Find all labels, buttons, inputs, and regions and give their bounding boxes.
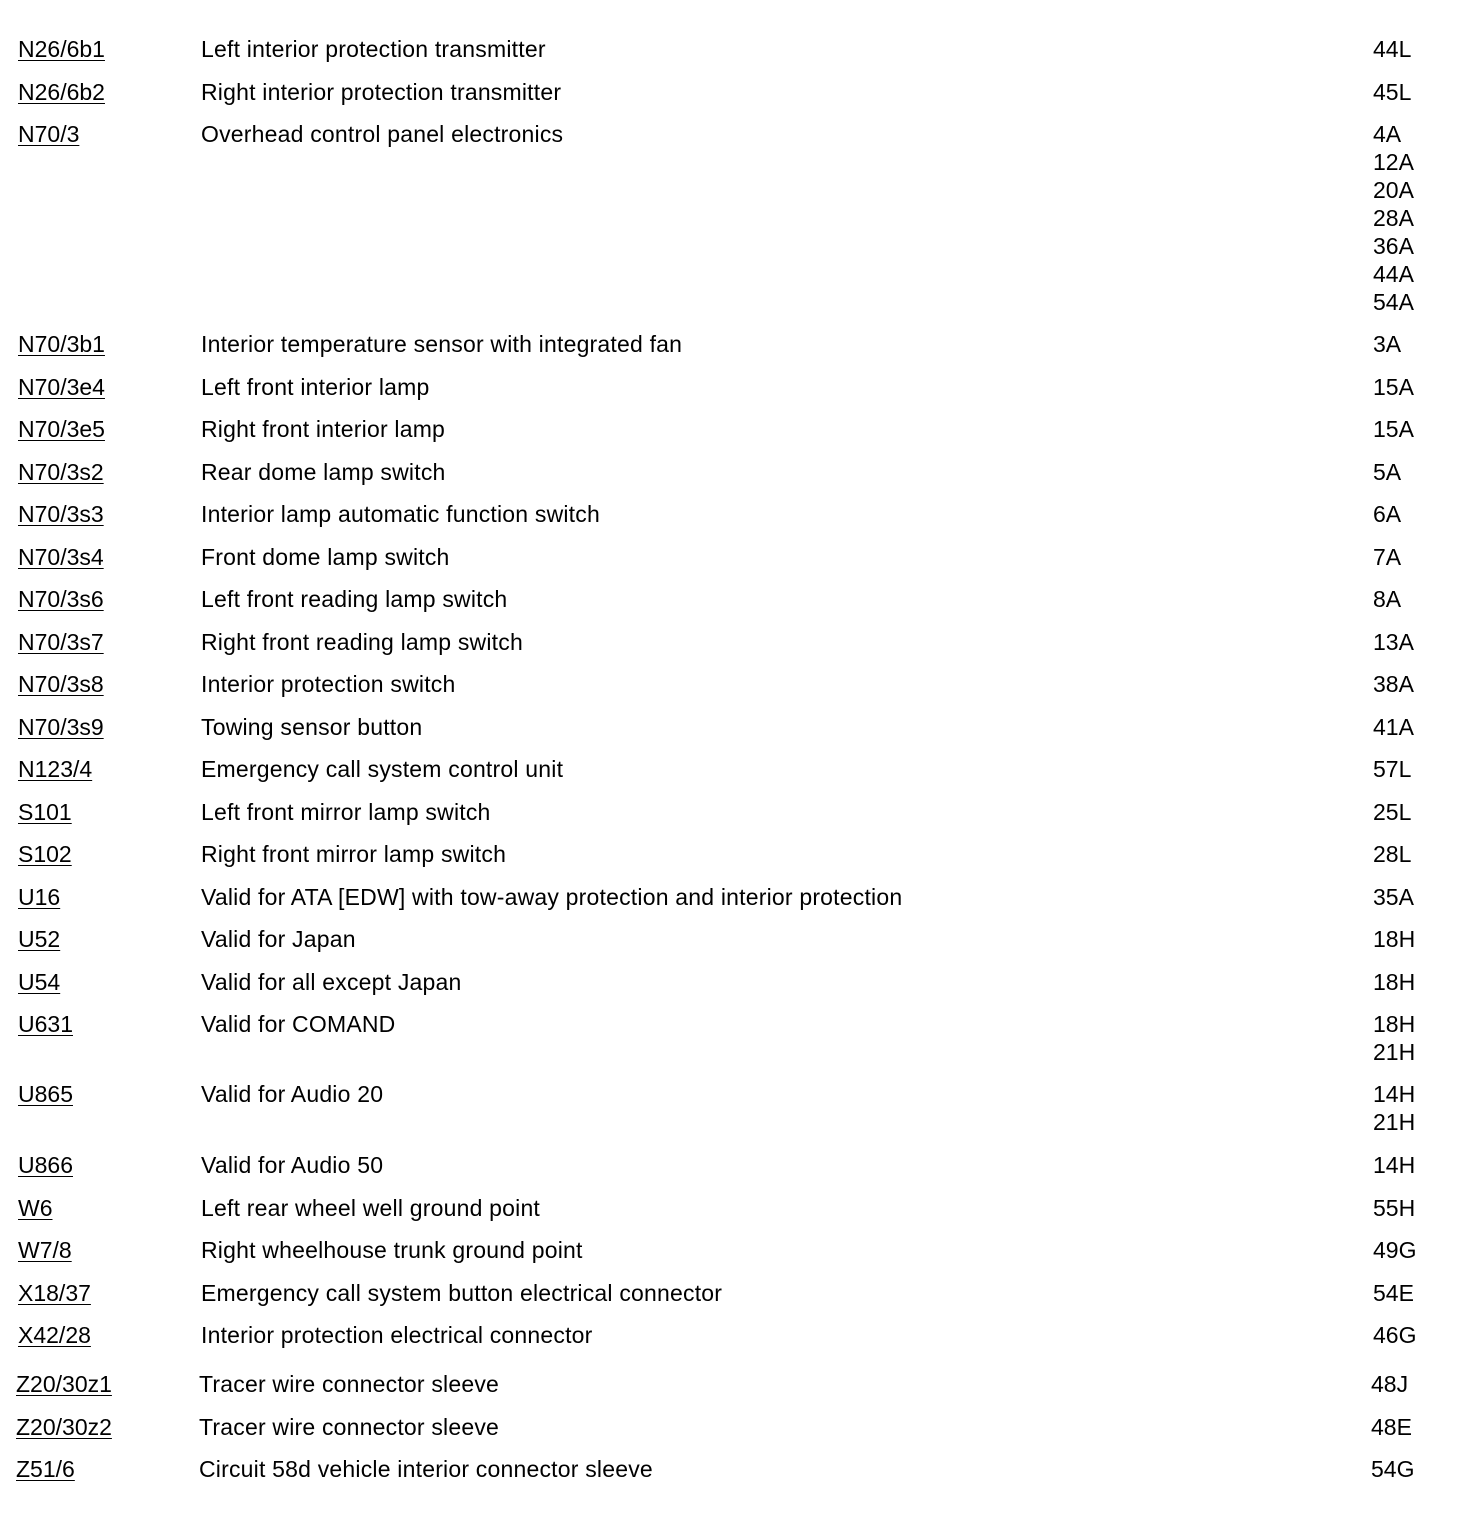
grid-location-list [1373, 713, 1414, 741]
grid-location: 25L [1373, 799, 1412, 825]
grid-location-list [1373, 840, 1411, 868]
component-code-link[interactable]: N70/3s4 [18, 544, 104, 570]
component-code-link[interactable]: N70/3s9 [18, 714, 104, 740]
grid-location: 44L [1373, 36, 1412, 62]
component-description: Valid for all except Japan [201, 969, 462, 995]
grid-location: 55H [1373, 1195, 1416, 1221]
component-code-link[interactable]: N26/6b2 [18, 79, 105, 105]
component-code-link[interactable]: N123/4 [18, 756, 93, 782]
grid-location: 5A [1373, 459, 1402, 485]
component-code-link[interactable]: W6 [18, 1195, 53, 1221]
component-code-link[interactable]: N70/3s6 [18, 586, 104, 612]
grid-location-list [1373, 1321, 1416, 1349]
grid-location: 18H [1373, 1011, 1416, 1037]
component-description: Interior lamp automatic function switch [201, 501, 600, 527]
component-description: Interior protection electrical connector [201, 1322, 593, 1348]
component-code-link[interactable]: W7/8 [18, 1237, 72, 1263]
grid-location: 35A [1373, 884, 1414, 910]
component-description: Circuit 58d vehicle interior connector sleeve [199, 1456, 653, 1482]
grid-location-list [1373, 1194, 1415, 1222]
component-description: Overhead control panel electronics [201, 121, 564, 147]
grid-location-list [1373, 883, 1414, 911]
component-code-link[interactable]: N70/3e5 [18, 416, 105, 442]
grid-location: 3A [1373, 331, 1402, 357]
grid-location-list [1373, 330, 1401, 358]
component-code-link[interactable]: N70/3s8 [18, 671, 104, 697]
component-description: Tracer wire connector sleeve [199, 1371, 500, 1397]
grid-location-list [1373, 35, 1411, 63]
grid-location: 41A [1373, 714, 1414, 740]
component-code-link[interactable]: N26/6b1 [18, 36, 105, 62]
grid-location-list [1373, 585, 1401, 613]
grid-location-list [1373, 925, 1415, 953]
component-code-link[interactable]: N70/3 [18, 121, 80, 147]
component-description: Left interior protection transmitter [201, 36, 546, 62]
grid-location-list [1373, 798, 1411, 826]
component-code-link[interactable]: Z51/6 [16, 1456, 75, 1482]
component-description: Valid for ATA [EDW] with tow-away protection and interior protection [201, 884, 903, 910]
component-description: Valid for COMAND [201, 1011, 396, 1037]
grid-location-list [1373, 458, 1401, 486]
component-description: Tracer wire connector sleeve [199, 1414, 500, 1440]
component-code-link[interactable]: N70/3b1 [18, 331, 105, 357]
component-description: Right wheelhouse trunk ground point [201, 1237, 583, 1263]
grid-location-list [1373, 1080, 1415, 1136]
grid-location-list [1373, 120, 1414, 316]
grid-location-list [1371, 1455, 1414, 1483]
grid-location-list [1373, 670, 1414, 698]
grid-location-list [1373, 1236, 1416, 1264]
component-code-link[interactable]: S101 [18, 799, 72, 825]
component-code-link[interactable]: U631 [18, 1011, 73, 1037]
grid-location: 49G [1373, 1237, 1417, 1263]
component-code-link[interactable]: U865 [18, 1081, 73, 1107]
grid-location: 14H [1373, 1081, 1416, 1107]
grid-location: 36A [1373, 233, 1414, 259]
grid-location-list [1373, 543, 1401, 571]
component-code-link[interactable]: N70/3s3 [18, 501, 104, 527]
grid-location: 13A [1373, 629, 1414, 655]
grid-location-list [1373, 500, 1401, 528]
component-code-link[interactable]: U16 [18, 884, 61, 910]
component-code-link[interactable]: N70/3e4 [18, 374, 105, 400]
component-description: Valid for Audio 50 [201, 1152, 384, 1178]
component-code-link[interactable]: S102 [18, 841, 72, 867]
component-description: Front dome lamp switch [201, 544, 450, 570]
component-code-link[interactable]: U54 [18, 969, 61, 995]
grid-location-list [1373, 1279, 1414, 1307]
grid-location: 18H [1373, 926, 1416, 952]
grid-location: 45L [1373, 79, 1412, 105]
grid-location-list [1373, 628, 1414, 656]
grid-location: 57L [1373, 756, 1412, 782]
component-description: Towing sensor button [201, 714, 423, 740]
grid-location: 18H [1373, 969, 1416, 995]
component-description: Emergency call system control unit [201, 756, 564, 782]
component-code-link[interactable]: X18/37 [18, 1280, 91, 1306]
component-description: Left front reading lamp switch [201, 586, 508, 612]
grid-location-list [1371, 1413, 1412, 1441]
component-code-link[interactable]: X42/28 [18, 1322, 91, 1348]
component-code-link[interactable]: U52 [18, 926, 61, 952]
grid-location-list [1373, 373, 1414, 401]
grid-location: 44A [1373, 261, 1414, 287]
grid-location-list [1373, 1010, 1415, 1066]
grid-location: 6A [1373, 501, 1402, 527]
grid-location: 46G [1373, 1322, 1417, 1348]
component-description: Valid for Japan [201, 926, 356, 952]
grid-location: 4A [1373, 121, 1402, 147]
component-description: Valid for Audio 20 [201, 1081, 384, 1107]
grid-location: 21H [1373, 1109, 1416, 1135]
component-code-link[interactable]: N70/3s7 [18, 629, 104, 655]
component-description: Emergency call system button electrical connector [201, 1280, 723, 1306]
grid-location: 15A [1373, 374, 1414, 400]
component-code-link[interactable]: Z20/30z1 [16, 1371, 112, 1397]
component-description: Rear dome lamp switch [201, 459, 446, 485]
grid-location: 28A [1373, 205, 1414, 231]
grid-location-list [1373, 415, 1414, 443]
component-description: Left front interior lamp [201, 374, 430, 400]
component-code-link[interactable]: N70/3s2 [18, 459, 104, 485]
grid-location-list [1373, 755, 1411, 783]
component-description: Right front mirror lamp switch [201, 841, 507, 867]
component-description: Left front mirror lamp switch [201, 799, 491, 825]
grid-location: 12A [1373, 149, 1414, 175]
grid-location: 54E [1373, 1280, 1414, 1306]
grid-location: 28L [1373, 841, 1412, 867]
component-description: Interior protection switch [201, 671, 456, 697]
grid-location: 54G [1371, 1456, 1415, 1482]
grid-location-list [1373, 78, 1411, 106]
grid-location: 8A [1373, 586, 1402, 612]
component-description: Left rear wheel well ground point [201, 1195, 541, 1221]
grid-location: 14H [1373, 1152, 1416, 1178]
component-description: Right front reading lamp switch [201, 629, 523, 655]
grid-location-list [1373, 968, 1415, 996]
grid-location: 20A [1373, 177, 1414, 203]
component-code-link[interactable]: U866 [18, 1152, 73, 1178]
grid-location-list [1371, 1370, 1408, 1398]
grid-location: 48J [1371, 1371, 1409, 1397]
grid-location: 7A [1373, 544, 1402, 570]
component-code-link[interactable]: Z20/30z2 [16, 1414, 112, 1440]
grid-location-list [1373, 1151, 1415, 1179]
grid-location: 48E [1371, 1414, 1412, 1440]
grid-location: 15A [1373, 416, 1414, 442]
grid-location: 54A [1373, 289, 1414, 315]
component-description: Right interior protection transmitter [201, 79, 562, 105]
component-description: Interior temperature sensor with integrated fan [201, 331, 683, 357]
component-description: Right front interior lamp [201, 416, 446, 442]
grid-location: 21H [1373, 1039, 1416, 1065]
grid-location: 38A [1373, 671, 1414, 697]
